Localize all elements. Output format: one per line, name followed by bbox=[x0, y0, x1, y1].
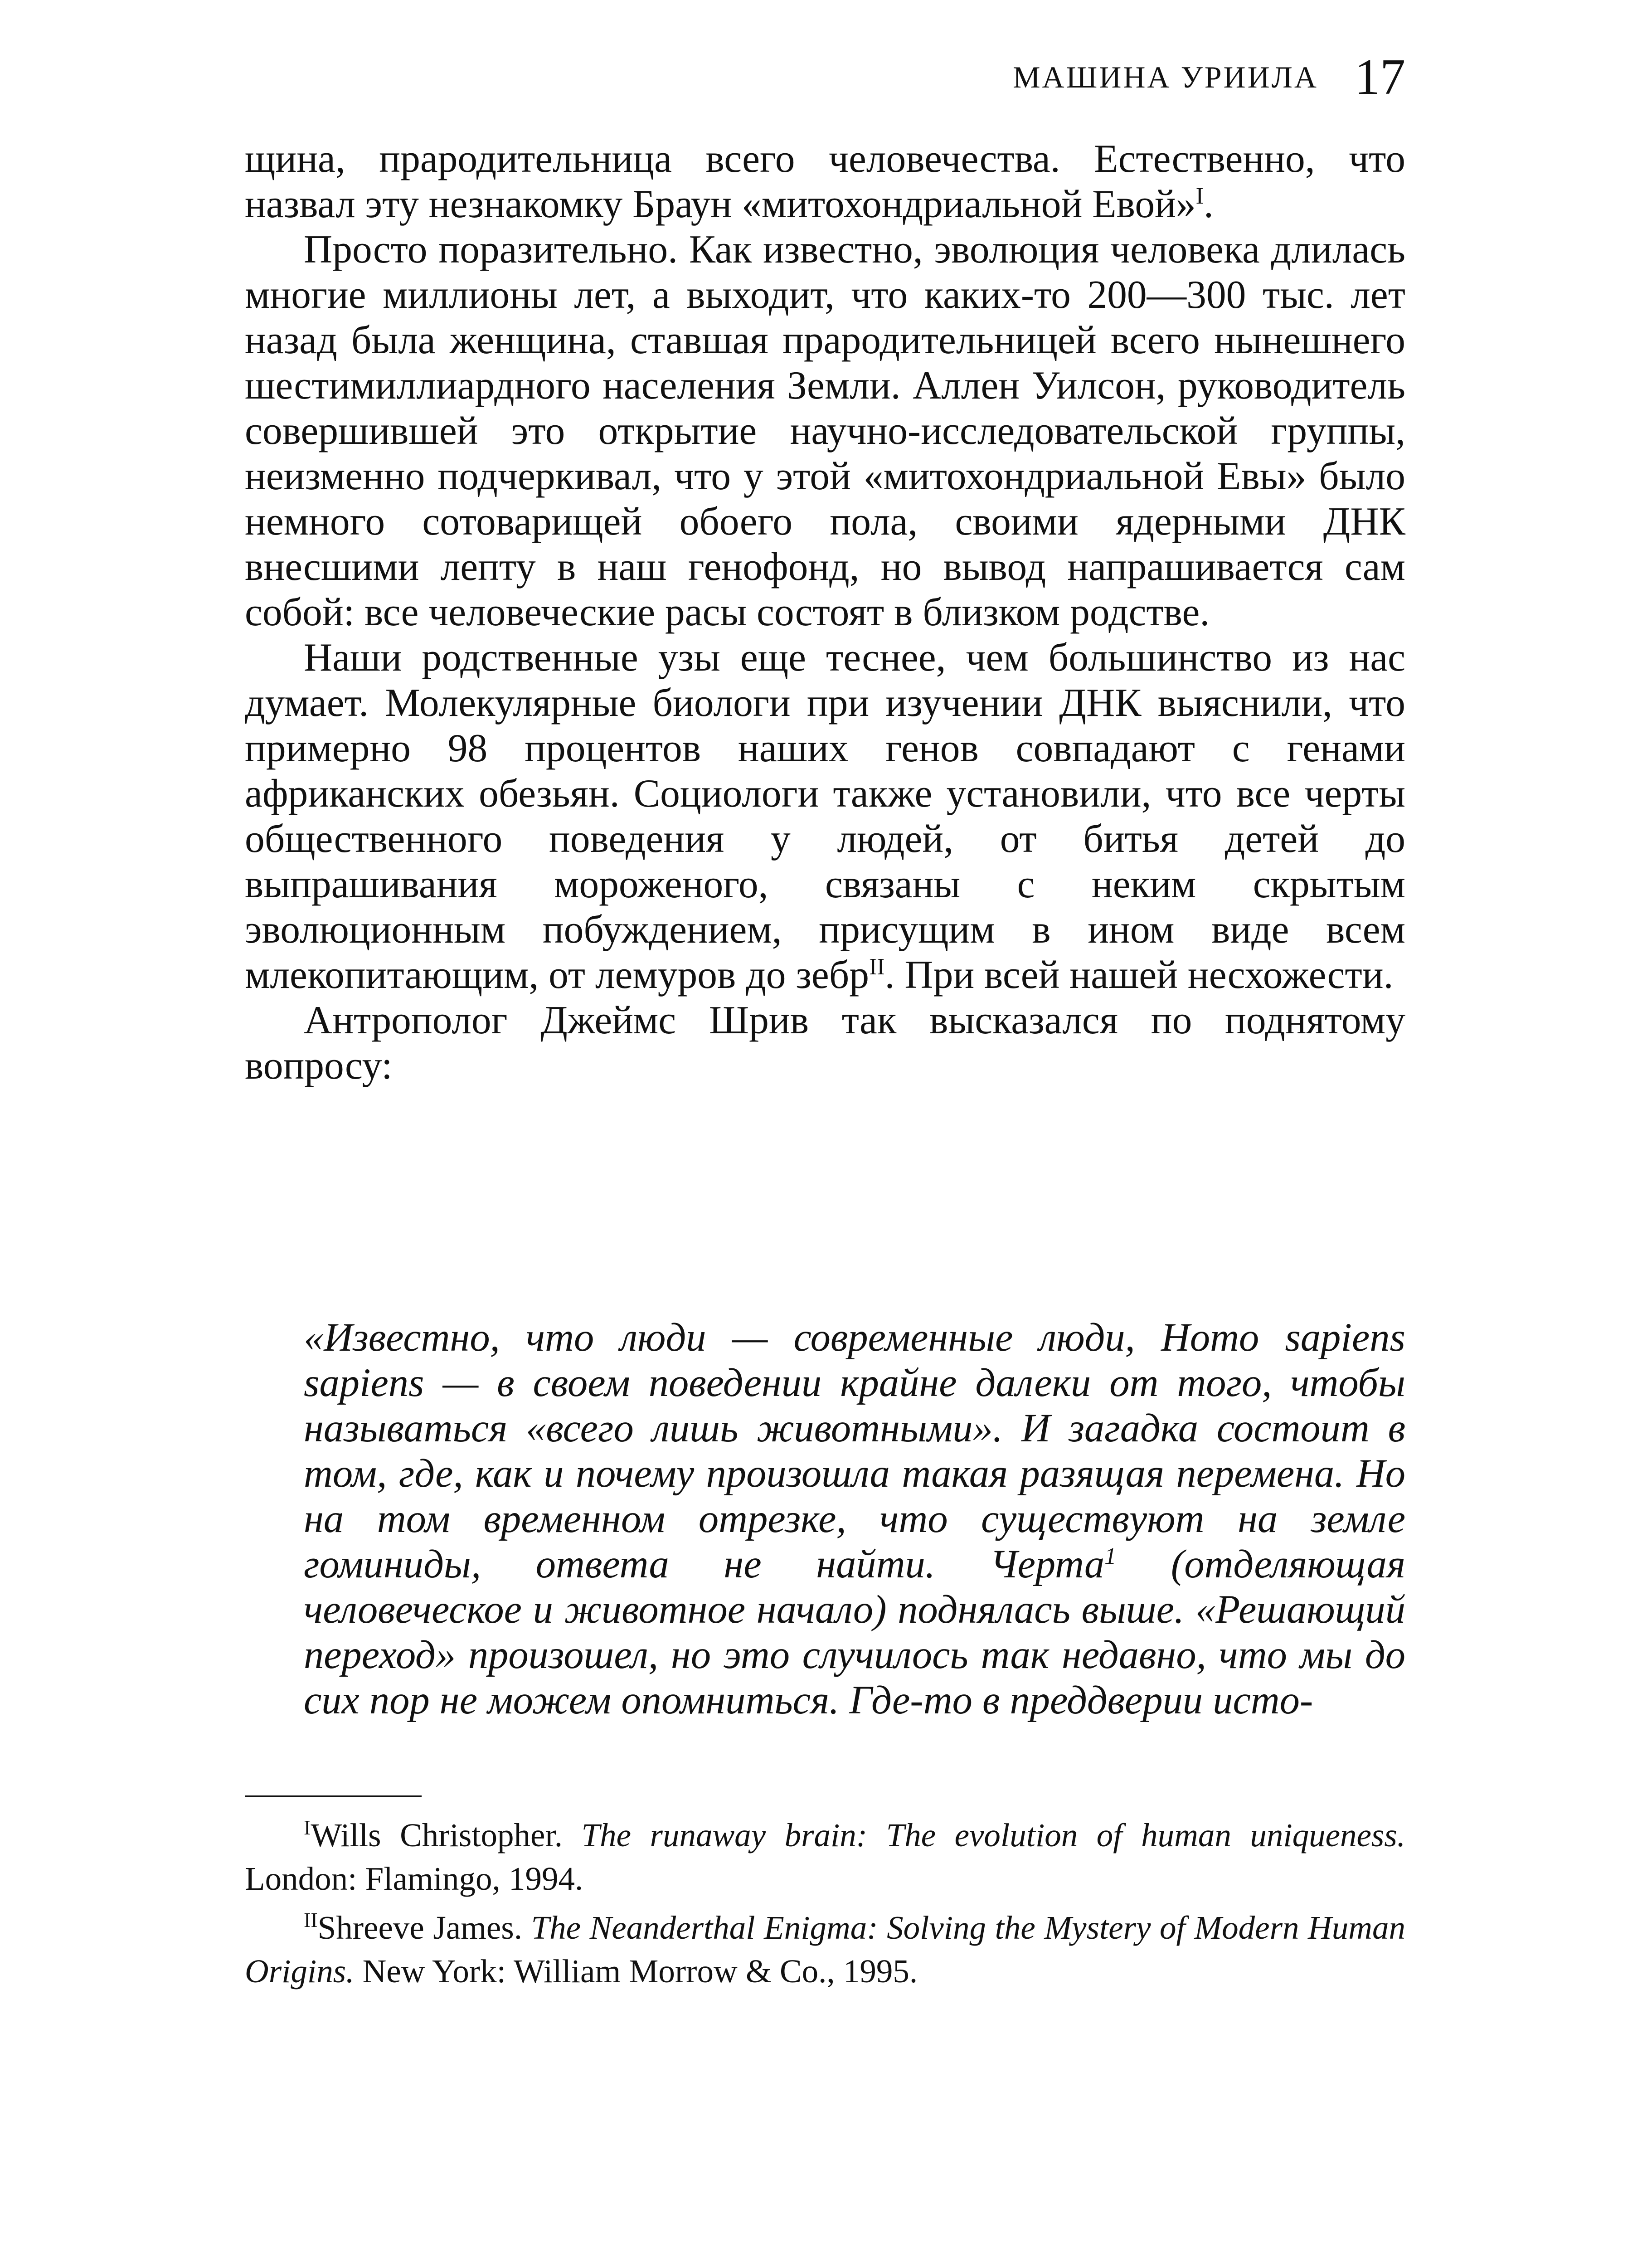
paragraph-text: щина, прародительница всего человечества. Естественно, что назвал эту незнакомку Браун «митохондриальной Евой» bbox=[245, 136, 1405, 226]
footnote-title: The Neanderthal Enigma: Solving the Mystery of Modern Human Origins. bbox=[245, 1909, 1405, 1990]
paragraph bbox=[245, 997, 1405, 1088]
quote-text-part: «Известно, что люди — современные люди, Homo sapiens sapiens — в своем поведении крайне далеки от того, чтобы называться «всего лишь животными». И загадка состоит в том, где, как и почему произошла такая разящая перемена. Но на том временном отрезке, что существуют на земле гоминиды, ответа не найти. Черта bbox=[304, 1315, 1405, 1586]
footnote-ref[interactable]: I bbox=[1195, 183, 1204, 209]
footnote-author: Wills Christopher. bbox=[311, 1817, 563, 1853]
footnote bbox=[245, 1814, 1405, 1901]
page-number: 17 bbox=[1355, 49, 1405, 105]
quote-text-part: (отделяющая человеческое и животное начало) поднялась выше. «Решающий переход» произошел, но это случилось так недавно, что мы до сих пор не можем опомниться. Где-то в преддверии исто- bbox=[304, 1542, 1405, 1722]
footnotes bbox=[245, 1814, 1405, 1999]
paragraph bbox=[245, 635, 1405, 997]
footnote-ref[interactable]: 1 bbox=[1104, 1543, 1117, 1569]
footnote-author: Shreeve James. bbox=[317, 1909, 522, 1946]
footnote-mark: II bbox=[304, 1908, 318, 1931]
footnote-publication: London: Flamingo, 1994. bbox=[245, 1860, 583, 1897]
paragraph-text: Наши родственные узы еще теснее, чем большинство из нас думает. Молекулярные биологи при изучении ДНК выяснили, что примерно 98 процентов наших генов совпадают с генами африканских обезьян. Социологи также установили, что все черты общественного поведения у людей, от битья детей до выпрашивания мороженого, связаны с неким скрытым эволюционным побуждением, присущим в ином виде всем млекопитающим, от лемуров до зебр bbox=[245, 635, 1405, 997]
quote-text bbox=[304, 1315, 1405, 1723]
footnote-mark: I bbox=[304, 1816, 311, 1839]
paragraph-text: Просто поразительно. Как известно, эволюция человека длилась многие миллионы лет, а выходит, что каких-то 200—300 тыс. лет назад была женщина, ставшая прародительницей всего нынешнего шестимиллиардного населения Земли. Аллен Уилсон, руководитель совершившей это открытие научно-исследовательской группы, неизменно подчеркивал, что у этой «митохондриальной Евы» было немного сотоварищей обоего пола, своими ядерными ДНК внесшими лепту в наш генофонд, но вывод напрашивается сам собой: все человеческие расы состоят в близком родстве. bbox=[245, 227, 1405, 634]
running-head: МАШИНА УРИИЛА bbox=[1013, 59, 1318, 94]
footnote-separator bbox=[245, 1795, 422, 1797]
paragraph-tail: . bbox=[1203, 182, 1214, 226]
footnote-ref[interactable]: II bbox=[869, 954, 885, 980]
footnote-publication: New York: William Morrow & Co., 1995. bbox=[362, 1953, 918, 1990]
page-header bbox=[245, 39, 1405, 116]
paragraph bbox=[245, 136, 1405, 227]
block-quote bbox=[304, 1315, 1405, 1723]
footnote-title: The runaway brain: The evolution of human uniqueness. bbox=[581, 1817, 1405, 1853]
main-text bbox=[245, 136, 1405, 1088]
paragraph bbox=[245, 227, 1405, 635]
paragraph-tail: . При всей нашей несхожести. bbox=[884, 953, 1394, 997]
footnote bbox=[245, 1906, 1405, 1993]
paragraph-text: Антрополог Джеймс Шрив так высказался по поднятому вопросу: bbox=[245, 998, 1405, 1087]
